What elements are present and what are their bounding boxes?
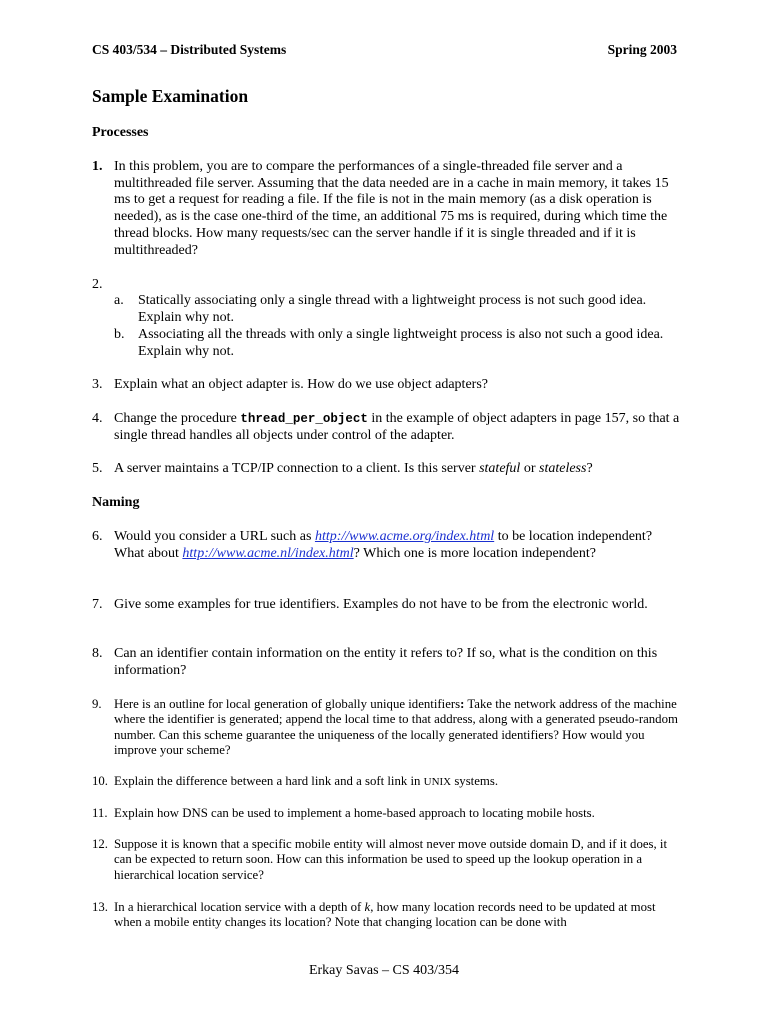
url-link-acme-org[interactable]: http://www.acme.org/index.html [314,529,495,544]
text-segment: Change the procedure [114,411,241,426]
question-number: 5. [92,461,103,476]
question-6 [92,529,682,562]
question-number: 12. [92,837,108,851]
question-text [114,900,682,931]
question-number: 10. [92,774,108,788]
question-13 [92,900,682,931]
question-7 [92,597,682,614]
text-segment: ? [586,461,593,476]
question-number: 13. [92,900,108,914]
subquestion-text: Associating all the threads with only a single lightweight process is also not such a good idea. Explain why not. [138,327,664,359]
question-2a [114,293,684,326]
question-text [114,697,682,759]
question-4 [92,411,682,444]
subquestion-letter: a. [114,293,124,308]
question-text [114,529,682,562]
page-header [92,42,677,58]
question-number: 2. [92,277,103,292]
text-segment: , how many location records need to be updated at most when a mobile entity changes its location? Note that changing location can be done with [114,900,656,930]
question-text: Give some examples for true identifiers. Examples do not have to be from the electronic world. [114,597,648,612]
text-segment: Explain the difference between a hard link and a soft link in [114,774,424,788]
subquestion-text: Statically associating only a single thread with a lightweight process is not such good idea. Explain why not. [138,293,647,325]
question-text: Can an identifier contain information on the entity it refers to? If so, what is the condition on this information? [114,646,658,678]
text-segment: systems. [451,774,499,788]
text-segment: In a hierarchical location service with a depth of [114,900,365,914]
question-12 [92,837,682,883]
question-text: Suppose it is known that a specific mobile entity will almost never move outside domain D, and if it does, it can be expected to return soon. How can this information be used to speed up the lookup operation in a hierarchical location service? [114,837,668,882]
text-segment: in the example of object adapters in page 157, so that a single thread handles all objects under control of the adapter. [114,411,680,443]
text-segment: Take the network address of the machine where the identifier is generated; append the local time to that address, along with a generated pseudo-random number. Can this scheme guarantee the uniqueness of the locally generated identifiers? How would you improve your scheme? [114,697,678,758]
question-text [114,461,682,478]
question-number: 3. [92,377,103,392]
question-text [114,411,682,444]
question-text [114,774,682,790]
section-heading-processes: Processes [92,125,149,140]
text-segment: : [460,697,465,711]
text-segment: Here is an outline for local generation of globally unique identifiers [114,697,461,711]
question-9 [92,697,682,759]
text-segment: or [520,461,539,476]
question-text: Explain how DNS can be used to implement a home-based approach to locating mobile hosts. [114,806,595,820]
emphasis: k [364,900,371,914]
section-heading-naming: Naming [92,495,140,510]
page-title: Sample Examination [92,86,249,106]
url-link-acme-nl[interactable]: http://www.acme.nl/index.html [182,545,354,561]
question-number: 6. [92,529,103,544]
question-number: 8. [92,646,103,661]
small-caps-term: UNIX [423,776,452,788]
question-10 [92,774,682,790]
text-segment: Would you consider a URL such as [114,529,315,544]
text-segment: to be location independent? What about [114,529,653,561]
subquestion-letter: b. [114,327,125,342]
course-title: CS 403/534 – Distributed Systems [92,42,287,57]
question-number: 4. [92,411,103,426]
term: Spring 2003 [607,42,677,57]
question-1 [92,159,682,259]
question-number: 9. [92,697,102,711]
question-text: Explain what an object adapter is. How do we use object adapters? [114,377,488,392]
question-text: In this problem, you are to compare the performances of a single-threaded file server and a multithreaded file server. Assuming that the data needed are in a cache in main memory, it takes 15 ms to get a request for reading a file. If the file is not in the main memory (as a disk operation is needed), as is the case one-third of the time, an additional 75 ms is required, during which time the thread blocks. How many requests/sec can the server handle if it is single threaded and if it is multithreaded? [114,159,669,258]
question-number: 1. [92,159,103,174]
question-8 [92,646,682,679]
question-number: 11. [92,806,108,820]
emphasis: stateless [539,461,587,476]
question-5 [92,461,682,478]
question-2b [114,327,684,360]
text-segment: A server maintains a TCP/IP connection to a client. Is this server [114,461,480,476]
question-11 [92,806,682,821]
text-segment: ? Which one is more location independent? [353,545,596,561]
code-identifier: thread_per_object [240,412,368,426]
question-3 [92,377,682,394]
page-footer: Erkay Savas – CS 403/354 [308,963,460,978]
question-number: 7. [92,597,103,612]
emphasis: stateful [479,461,521,476]
